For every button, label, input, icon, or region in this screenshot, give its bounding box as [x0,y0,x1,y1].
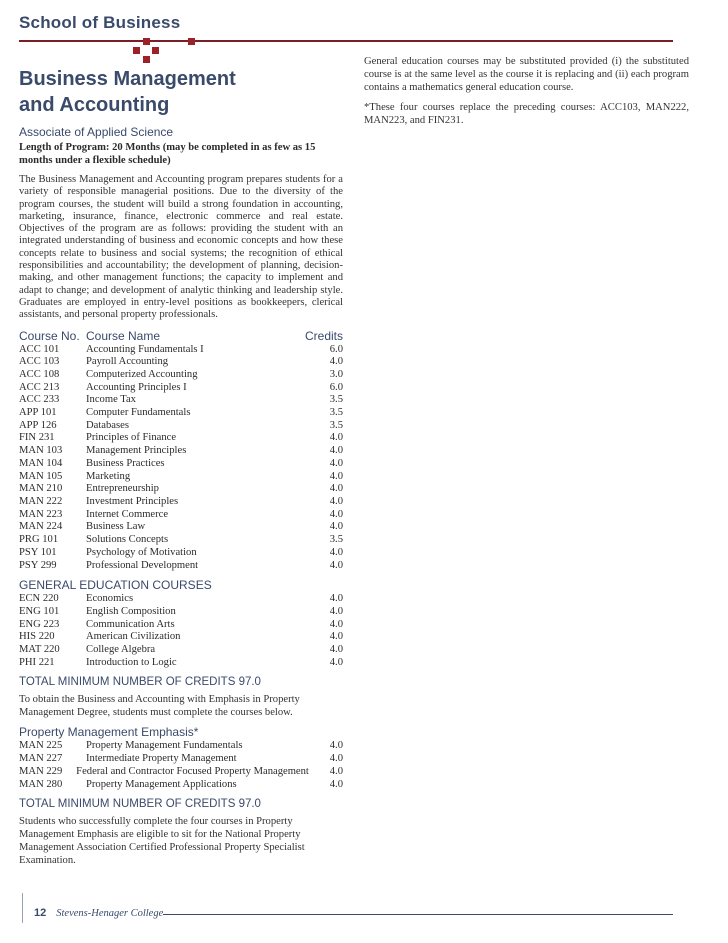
section-header: School of Business [19,13,181,32]
course-name: Intermediate Property Management [86,753,237,765]
course-row [19,407,343,420]
course-row [19,496,343,509]
course-name: Introduction to Logic [86,656,177,668]
course-number: MAN 223 [19,508,63,520]
gen-ed-title: GENERAL EDUCATION COURSES [19,578,212,593]
course-row [19,445,343,458]
footer [34,907,163,919]
course-name: Business Law [86,521,146,533]
course-row [19,779,343,792]
course-row [19,394,343,407]
course-credits: 3.5 [329,534,343,546]
decor-square [143,56,150,63]
page-number: 12 [34,907,47,919]
course-name: American Civilization [86,631,181,643]
course-row [19,644,343,657]
course-credits: 4.0 [329,470,343,482]
course-name: Business Practices [86,457,165,469]
emphasis-intro: To obtain the Business and Accounting with Emphasis in Property Management Degree, students must complete the courses below. [19,694,300,719]
course-name: College Algebra [86,644,156,656]
replacement-note: *These four courses replace the preceding courses: ACC103, MAN222, MAN223, and FIN231. [364,102,689,126]
program-description: The Business Management and Accounting program prepares students for a variety of responsible managerial positions. Due to the diversity of the program courses, the student will build a strong foundation in accounting, marketing, insurance, finance, electronic commerce and real estate. Objectives of the program are as follows: providing the student with an integrated understanding of business and economic concepts and how these concepts relate to business and social systems; the recognition of ethical responsibilities and accountability; the development of planning, decision-making, and other management functions; the capacity to implement and adapt to change; and development of analytic thinking and leadership style. Graduates are employed in entry-level positions as bookkeepers, clerical assistants, and personal property professionals. [19,174,343,321]
course-row [19,483,343,496]
course-row [19,547,343,560]
course-number: MAN 229 [19,765,63,777]
course-name: Computer Fundamentals [86,407,191,419]
course-number: ACC 101 [19,343,60,355]
course-row [19,509,343,522]
course-number: APP 101 [19,407,57,419]
course-number: ACC 213 [19,381,60,393]
course-name: Solutions Concepts [86,534,169,546]
decor-square [152,47,159,54]
course-credits: 4.0 [329,521,343,533]
left-column [19,66,343,867]
course-number: MAN 210 [19,483,63,495]
right-column [364,55,689,134]
course-credits: 4.0 [329,605,343,617]
substitution-note: General education courses may be substituted provided (i) the substituted course is at the same level as the course it is replacing and (ii) each program contains a mathematics general education course. [364,56,689,93]
course-name: Psychology of Motivation [86,546,197,558]
course-row [19,344,343,357]
total-credits-emphasis: TOTAL MINIMUM NUMBER OF CREDITS 97.0 [19,798,261,811]
total-credits: TOTAL MINIMUM NUMBER OF CREDITS 97.0 [19,676,261,689]
course-credits: 4.0 [329,559,343,571]
course-name: Entrepreneurship [86,483,159,495]
course-name: Property Management Applications [86,778,237,790]
header-rule [19,40,673,42]
course-row [19,420,343,433]
course-credits: 4.0 [329,740,343,752]
course-number: MAT 220 [19,644,60,656]
course-number: MAN 105 [19,470,63,482]
course-row [19,471,343,484]
course-row [19,534,343,547]
course-name: Marketing [86,470,131,482]
course-name: Accounting Fundamentals I [86,343,204,355]
course-credits: 4.0 [329,546,343,558]
course-row [19,619,343,632]
course-name: Principles of Finance [86,432,177,444]
decor-square [188,38,195,45]
course-number: MAN 104 [19,457,63,469]
course-credits: 4.0 [329,356,343,368]
course-name: Communication Arts [86,618,175,630]
course-number: ACC 103 [19,356,60,368]
course-credits: 4.0 [329,753,343,765]
program-length: Length of Program: 20 Months (may be completed in as few as 15 months under a flexible schedule) [19,142,316,166]
course-credits: 4.0 [329,765,343,777]
course-number: MAN 103 [19,445,63,457]
course-number: ECN 220 [19,593,59,605]
course-number: PSY 101 [19,546,57,558]
footer-rule [163,914,673,915]
course-row [19,382,343,395]
decor-square [133,47,140,54]
course-credits: 4.0 [329,778,343,790]
emphasis-title: Property Management Emphasis* [19,725,199,740]
course-credits: 4.0 [329,496,343,507]
course-name: Property Management Fundamentals [86,740,243,752]
program-title-line1: Business Management [19,68,236,90]
course-row [19,593,343,606]
course-credits: 4.0 [329,483,343,495]
course-credits: 3.5 [329,419,343,431]
course-row [19,631,343,644]
course-row [19,521,343,534]
course-name: Economics [86,593,134,605]
course-number: ACC 108 [19,368,60,380]
course-row [19,560,343,573]
program-title-line2: and Accounting [19,94,170,116]
course-credits: 4.0 [329,457,343,469]
course-credits: 4.0 [329,593,343,605]
course-number: MAN 280 [19,778,63,790]
course-number: PRG 101 [19,534,59,546]
header-course-no: Course No. [19,328,80,343]
course-row [19,606,343,619]
program-title [19,66,343,118]
course-name: Management Principles [86,445,187,457]
course-row [19,458,343,471]
course-name: Professional Development [86,559,199,571]
header-course-name: Course Name [86,328,161,343]
course-number: MAN 224 [19,521,63,533]
course-name: Databases [86,419,129,431]
course-number: MAN 225 [19,740,63,752]
emphasis-course-list [19,740,343,791]
course-number: ENG 223 [19,618,60,630]
course-credits: 4.0 [329,445,343,457]
course-row [19,766,343,779]
course-number: PHI 221 [19,656,55,668]
course-table-header [19,329,343,344]
course-name: English Composition [86,605,176,617]
course-credits: 4.0 [329,432,343,444]
course-credits: 6.0 [329,381,343,393]
course-credits: 4.0 [329,656,343,668]
course-number: APP 126 [19,419,57,431]
course-row [19,432,343,445]
course-row [19,356,343,369]
course-credits: 4.0 [329,644,343,656]
course-credits: 4.0 [329,631,343,643]
course-number: PSY 299 [19,559,57,571]
core-course-list [19,344,343,573]
course-credits: 4.0 [329,618,343,630]
header-credits: Credits [304,328,343,343]
course-name: Accounting Principles I [86,381,187,393]
course-name: Income Tax [86,394,136,406]
course-credits: 3.5 [329,394,343,406]
course-credits: 4.0 [329,508,343,520]
degree-label: Associate of Applied Science [19,125,174,139]
decor-square [143,38,150,45]
course-row [19,753,343,766]
course-name: Computerized Accounting [86,368,198,380]
course-number: MAN 222 [19,496,63,507]
course-name: Federal and Contractor Focused Property Management [76,765,309,777]
gen-ed-course-list [19,593,343,669]
course-name: Payroll Accounting [86,356,169,368]
course-row [19,369,343,382]
course-row [19,657,343,670]
course-name: Internet Commerce [86,508,169,520]
course-credits: 3.0 [329,368,343,380]
course-number: MAN 227 [19,753,63,765]
course-row [19,740,343,753]
course-name: Investment Principles [86,496,179,507]
course-number: HIS 220 [19,631,55,643]
eligibility-note: Students who successfully complete the four courses in Property Management Emphasis are eligible to sit for the National Property Management Association Certified Professional Property Specialist Examination. [19,816,305,867]
footer-tick [22,893,23,923]
course-number: ACC 233 [19,394,60,406]
course-number: ENG 101 [19,605,60,617]
course-number: FIN 231 [19,432,55,444]
course-credits: 3.5 [329,407,343,419]
college-name: Stevens-Henager College [56,907,164,919]
course-credits: 6.0 [329,343,343,355]
